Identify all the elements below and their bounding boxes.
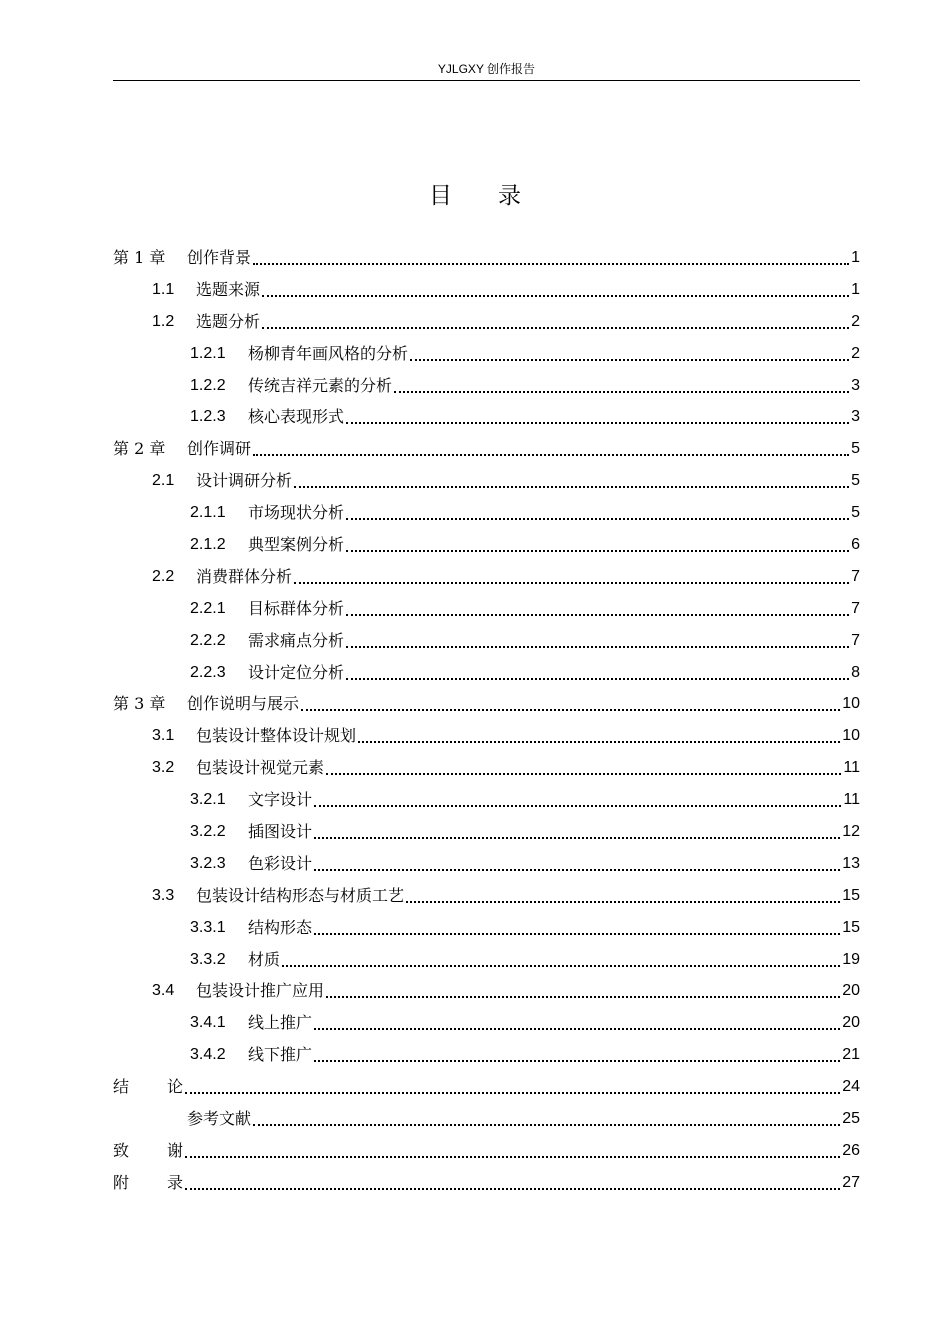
toc-entry-page-number: 2	[851, 344, 860, 362]
toc-entry-label: 需求痛点分析	[248, 630, 345, 650]
toc-entry-label: 材质	[248, 949, 281, 969]
toc-entry-number: 3.2	[152, 759, 175, 777]
toc-entry-label: 设计定位分析	[248, 662, 345, 682]
toc-entry-number: 1.2	[152, 312, 175, 330]
toc-entry-number: 2.1	[152, 472, 175, 490]
toc-dot-leader	[314, 1060, 840, 1062]
toc-entry-page-number: 26	[842, 1141, 860, 1159]
toc-entry[interactable]	[113, 465, 860, 497]
toc-entry-label: 核心表现形式	[248, 407, 345, 427]
toc-entry-number: 3.3	[152, 886, 175, 904]
toc-entry-page-number: 15	[842, 886, 860, 904]
toc-entry[interactable]	[113, 306, 860, 338]
toc-title	[0, 177, 950, 210]
toc-entry-page-number: 10	[842, 695, 860, 713]
table-of-contents	[113, 242, 860, 1199]
toc-entry-page-number: 3	[851, 376, 860, 394]
toc-dot-leader	[185, 1092, 840, 1094]
toc-entry-page-number: 20	[842, 1014, 860, 1032]
toc-entry[interactable]	[113, 848, 860, 880]
toc-title-char-2: 录	[498, 183, 521, 209]
toc-entry-page-number: 20	[842, 982, 860, 1000]
toc-entry[interactable]	[113, 816, 860, 848]
toc-entry-label: 结论	[113, 1077, 222, 1097]
toc-dot-leader	[253, 454, 849, 456]
toc-entry[interactable]	[113, 561, 860, 593]
toc-entry-label: 消费群体分析	[196, 566, 293, 586]
toc-entry-page-number: 7	[851, 599, 860, 617]
toc-entry-label: 创作调研	[187, 439, 252, 459]
toc-entry-page-number: 13	[842, 854, 860, 872]
toc-entry[interactable]	[113, 338, 860, 370]
toc-dot-leader	[314, 1028, 840, 1030]
toc-dot-leader	[314, 837, 840, 839]
toc-entry-label: 创作背景	[187, 247, 252, 267]
toc-entry-label: 包装设计推广应用	[196, 981, 325, 1001]
toc-dot-leader	[314, 933, 840, 935]
toc-entry-number: 2.1.1	[190, 504, 226, 522]
toc-entry-page-number: 1	[851, 280, 860, 298]
toc-dot-leader	[314, 805, 841, 807]
toc-entry[interactable]	[113, 784, 860, 816]
toc-entry[interactable]	[113, 625, 860, 657]
toc-entry-label: 选题来源	[196, 279, 261, 299]
toc-dot-leader	[346, 646, 849, 648]
toc-dot-leader	[346, 518, 849, 520]
toc-dot-leader	[301, 709, 840, 711]
toc-title-char-1: 目	[429, 183, 452, 209]
toc-entry-label: 线下推广	[248, 1045, 313, 1065]
toc-entry-label: 包装设计整体设计规划	[196, 726, 357, 746]
toc-entry-number: 3.1	[152, 727, 175, 745]
toc-entry-number: 3.4.2	[190, 1046, 226, 1064]
toc-entry[interactable]	[113, 912, 860, 944]
toc-entry[interactable]	[113, 720, 860, 752]
toc-entry-number: 2.2.3	[190, 663, 226, 681]
toc-entry[interactable]	[113, 593, 860, 625]
toc-entry[interactable]	[113, 1039, 860, 1071]
toc-dot-leader	[185, 1156, 840, 1158]
toc-entry-page-number: 5	[851, 472, 860, 490]
toc-entry-label: 目标群体分析	[248, 598, 345, 618]
toc-entry-number: 3.2.3	[190, 854, 226, 872]
toc-entry-label: 创作说明与展示	[187, 694, 300, 714]
toc-entry-page-number: 11	[843, 791, 860, 809]
toc-entry[interactable]	[113, 657, 860, 689]
toc-dot-leader	[294, 582, 849, 584]
toc-dot-leader	[346, 550, 849, 552]
toc-entry-page-number: 25	[842, 1109, 860, 1127]
toc-entry[interactable]	[113, 752, 860, 784]
toc-entry-page-number: 10	[842, 727, 860, 745]
toc-entry-label: 结构形态	[248, 917, 313, 937]
toc-entry[interactable]	[113, 529, 860, 561]
toc-dot-leader	[253, 263, 849, 265]
toc-entry-number: 3.4	[152, 982, 175, 1000]
toc-entry-label: 典型案例分析	[248, 534, 345, 554]
toc-entry-number: 3.3.1	[190, 918, 226, 936]
toc-entry[interactable]	[113, 433, 860, 465]
toc-dot-leader	[262, 295, 849, 297]
toc-entry-page-number: 21	[842, 1046, 860, 1064]
toc-entry-label: 附录	[113, 1172, 222, 1192]
toc-dot-leader	[253, 1124, 840, 1126]
toc-entry-page-number: 11	[843, 759, 860, 777]
toc-dot-leader	[406, 901, 840, 903]
toc-dot-leader	[358, 741, 840, 743]
toc-entry-number: 2.2.1	[190, 599, 226, 617]
toc-entry-number: 第 1 章	[113, 247, 166, 267]
toc-entry-number: 2.2.2	[190, 631, 226, 649]
toc-entry[interactable]	[113, 242, 860, 274]
toc-dot-leader	[394, 391, 849, 393]
toc-entry[interactable]	[113, 274, 860, 306]
toc-entry-page-number: 19	[842, 950, 860, 968]
toc-dot-leader	[346, 422, 849, 424]
toc-entry[interactable]	[113, 1071, 860, 1103]
toc-entry-number: 1.2.2	[190, 376, 226, 394]
toc-entry[interactable]	[113, 1167, 860, 1199]
toc-entry-label: 杨柳青年画风格的分析	[248, 343, 409, 363]
toc-entry-page-number: 27	[842, 1173, 860, 1191]
toc-dot-leader	[185, 1188, 840, 1190]
toc-entry-page-number: 5	[851, 440, 860, 458]
toc-entry[interactable]	[113, 1135, 860, 1167]
toc-dot-leader	[410, 359, 849, 361]
toc-dot-leader	[346, 614, 849, 616]
toc-entry-number: 第 3 章	[113, 694, 166, 714]
toc-entry-number: 3.2.1	[190, 791, 226, 809]
toc-entry[interactable]	[113, 1007, 860, 1039]
toc-entry-number: 3.2.2	[190, 822, 226, 840]
toc-entry-page-number: 1	[851, 248, 860, 266]
toc-entry-number: 1.2.3	[190, 408, 226, 426]
toc-entry-number: 1.1	[152, 280, 175, 298]
toc-dot-leader	[346, 678, 849, 680]
toc-entry-page-number: 5	[851, 504, 860, 522]
toc-entry-page-number: 6	[851, 535, 860, 553]
toc-entry-number: 1.2.1	[190, 344, 226, 362]
toc-entry-label: 插图设计	[248, 821, 313, 841]
toc-entry-label: 选题分析	[196, 311, 261, 331]
toc-entry[interactable]	[113, 688, 860, 720]
toc-entry-label: 设计调研分析	[196, 471, 293, 491]
toc-dot-leader	[294, 486, 849, 488]
toc-entry-page-number: 3	[851, 408, 860, 426]
toc-dot-leader	[326, 773, 841, 775]
toc-dot-leader	[314, 869, 840, 871]
toc-entry-label: 线上推广	[248, 1013, 313, 1033]
toc-entry-page-number: 7	[851, 567, 860, 585]
toc-entry-label: 致谢	[113, 1140, 222, 1160]
toc-entry-number: 第 2 章	[113, 439, 166, 459]
toc-entry-label: 文字设计	[248, 790, 313, 810]
toc-entry-number: 3.4.1	[190, 1014, 226, 1032]
toc-entry[interactable]	[113, 497, 860, 529]
toc-entry-page-number: 2	[851, 312, 860, 330]
toc-entry-number: 2.2	[152, 567, 175, 585]
page-header: YJLGXY 创作报告	[437, 62, 536, 76]
toc-entry[interactable]	[113, 370, 860, 402]
toc-entry-number: 2.1.2	[190, 535, 226, 553]
toc-entry[interactable]	[113, 975, 860, 1007]
toc-entry-page-number: 12	[842, 822, 860, 840]
toc-entry-page-number: 24	[842, 1078, 860, 1096]
toc-entry-label: 传统吉祥元素的分析	[248, 375, 393, 395]
toc-dot-leader	[326, 996, 840, 998]
toc-dot-leader	[282, 965, 840, 967]
toc-entry-label: 包装设计结构形态与材质工艺	[196, 885, 405, 905]
toc-entry[interactable]	[113, 1103, 860, 1135]
toc-entry-page-number: 15	[842, 918, 860, 936]
toc-entry-label: 色彩设计	[248, 853, 313, 873]
toc-entry[interactable]	[113, 401, 860, 433]
toc-entry-number: 3.3.2	[190, 950, 226, 968]
header-divider	[113, 80, 860, 81]
toc-entry-label: 市场现状分析	[248, 503, 345, 523]
toc-dot-leader	[262, 327, 849, 329]
toc-entry-label: 参考文献	[187, 1108, 252, 1128]
toc-entry-label: 包装设计视觉元素	[196, 758, 325, 778]
toc-entry[interactable]	[113, 880, 860, 912]
toc-entry[interactable]	[113, 944, 860, 976]
toc-entry-page-number: 7	[851, 631, 860, 649]
toc-entry-page-number: 8	[851, 663, 860, 681]
